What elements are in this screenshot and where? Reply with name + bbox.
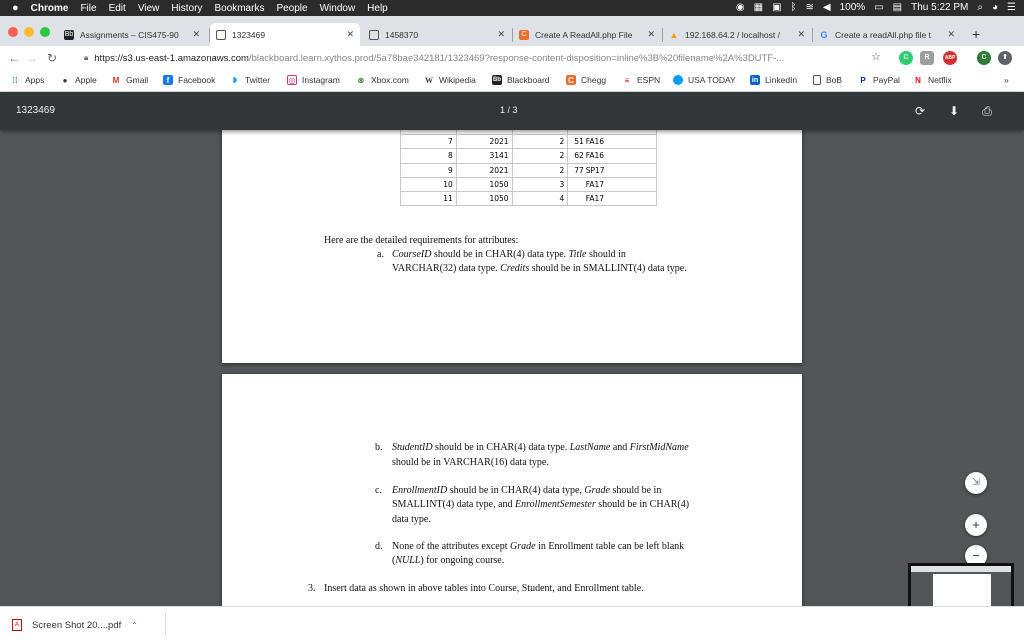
bookmark-label: Facebook — [178, 75, 216, 85]
menu-view[interactable]: View — [137, 2, 160, 14]
bookmark-label: Apple — [75, 75, 97, 85]
table-cell: 2 — [512, 149, 568, 163]
menu-clock[interactable]: Thu 5:22 PM — [911, 2, 969, 13]
bookmark-xbox[interactable] — [356, 75, 409, 85]
table-cell: FA17 — [586, 177, 657, 191]
table-cell: 3 — [512, 177, 568, 191]
tab-strip — [0, 16, 1024, 46]
apple-menu-icon[interactable]: ● — [12, 2, 19, 14]
chegg-icon: C — [566, 75, 576, 85]
bookmark-linkedin[interactable] — [750, 75, 797, 85]
close-tab-icon[interactable]: ✕ — [497, 29, 505, 39]
table-cell — [568, 177, 586, 191]
bookmark-label: Chegg — [581, 75, 607, 85]
tab-localhost[interactable] — [663, 23, 811, 46]
table-row — [401, 149, 657, 163]
battery-percent[interactable]: 100% — [839, 2, 866, 13]
new-tab-icon[interactable]: + — [972, 26, 981, 42]
bookmark-wikipedia[interactable] — [424, 75, 476, 85]
zoom-out-icon[interactable]: − — [965, 545, 987, 567]
bookmark-espn[interactable] — [622, 75, 660, 85]
menu-app-name[interactable]: Chrome — [30, 2, 69, 14]
table-cell: 2 — [512, 135, 568, 149]
instagram-icon: ◎ — [288, 75, 296, 85]
wikipedia-icon: W — [425, 75, 433, 85]
shelf-divider — [165, 613, 166, 635]
status-screen-icon[interactable]: ▣ — [772, 2, 782, 13]
chevron-up-icon[interactable]: ⌃ — [131, 620, 138, 630]
browser-toolbar — [0, 46, 1024, 70]
table-cell: FA17 — [586, 191, 657, 205]
bookmarks-overflow[interactable]: » — [1004, 75, 1009, 85]
paypal-icon: P — [860, 75, 866, 85]
table-cell: 4 — [512, 191, 568, 205]
table-row — [401, 177, 657, 191]
close-tab-icon[interactable]: ✕ — [797, 29, 805, 39]
rotate-icon[interactable]: ⟳ — [914, 104, 926, 118]
notification-center-icon[interactable]: ☰ — [1007, 2, 1016, 13]
url-host: https://s3.us-east-1.amazonaws.com — [94, 52, 249, 64]
status-grid-icon[interactable]: ▦ — [753, 2, 764, 13]
tab-label: Create A ReadAll.php File — [535, 29, 633, 40]
req-d-line1: None of the attributes except Grade in Enrollment table can be left blank — [392, 541, 685, 552]
tab-create-readall[interactable] — [513, 23, 661, 46]
menu-edit[interactable]: Edit — [108, 2, 126, 14]
bookmark-label: Blackboard — [507, 75, 550, 85]
req-c-line3: data type. — [392, 514, 431, 525]
req-b-marker: b. — [375, 442, 383, 453]
bookmark-apps[interactable] — [10, 75, 44, 85]
tab-assignments[interactable] — [58, 23, 206, 46]
pdf-toolbar — [0, 92, 1024, 130]
bookmark-label: LinkedIn — [765, 75, 798, 85]
bookmark-facebook[interactable] — [163, 75, 215, 85]
bookmark-label: ESPN — [637, 75, 661, 85]
bookmark-bob[interactable] — [813, 75, 842, 85]
table-cell: 11 — [401, 191, 457, 205]
print-icon[interactable]: ⎙ — [982, 104, 992, 118]
table-row — [401, 191, 657, 205]
item-3-text: Insert data as shown in above tables into Course, Student, and Enrollment table. — [324, 583, 644, 594]
table-cell: 7 — [401, 135, 457, 149]
download-item[interactable] — [12, 617, 162, 633]
download-icon[interactable]: ⬇ — [948, 104, 960, 118]
table-cell: 77 — [568, 163, 586, 177]
facebook-icon: f — [163, 75, 173, 85]
adblock-plus-icon[interactable]: ABP — [943, 51, 957, 65]
close-tab-icon[interactable]: ✕ — [192, 29, 200, 39]
pdf-file-icon: A — [12, 619, 22, 631]
close-tab-icon[interactable]: ✕ — [947, 29, 955, 39]
menu-file[interactable]: File — [80, 2, 97, 14]
pdf-file-title: 1323469 — [16, 105, 55, 116]
google-icon: G — [820, 29, 828, 40]
req-b-line1: StudentID should be in CHAR(4) data type. LastName and FirstMidName — [392, 442, 689, 453]
siri-icon[interactable]: ◕ — [991, 2, 999, 13]
enrollment-table — [400, 120, 657, 206]
back-icon[interactable]: ← — [8, 51, 20, 65]
bookmark-usatoday[interactable] — [673, 75, 736, 85]
req-c-line1: EnrollmentID should be in CHAR(4) data type, Grade should be in — [392, 485, 662, 496]
bookmark-paypal[interactable] — [858, 75, 900, 85]
blackboard-icon: Bb — [493, 77, 501, 83]
zoom-window-icon[interactable] — [40, 27, 50, 37]
bookmark-apple[interactable] — [60, 75, 97, 85]
table-cell: 1050 — [456, 191, 512, 205]
pdf-page-1 — [222, 120, 802, 363]
table-cell: 62 — [568, 149, 586, 163]
bookmark-instagram[interactable] — [287, 75, 340, 85]
req-a-marker: a. — [377, 249, 384, 260]
menu-history[interactable]: History — [171, 2, 203, 14]
table-cell: 9 — [401, 163, 457, 177]
tab-1458370[interactable] — [363, 23, 511, 46]
req-c-line2: SMALLINT(4) data type, and EnrollmentSemester should be in CHAR(4) — [392, 499, 690, 510]
url-path: /blackboard.learn.xythos.prod/5a78bae342181/1323469?response-content-disposition=inline%3B%20filename%2A%3DUTF-... — [248, 52, 785, 64]
extension-c-icon[interactable]: C — [899, 51, 913, 65]
item-3-marker: 3. — [308, 583, 316, 594]
zoom-in-icon[interactable]: + — [965, 514, 987, 536]
tab-1323469[interactable] — [210, 23, 360, 46]
req-a-line2: VARCHAR(32) data type. Credits should be in SMALLINT(4) data type. — [392, 263, 687, 274]
tab-google-search[interactable] — [813, 23, 961, 46]
bookmark-label: PayPal — [873, 75, 900, 85]
lock-icon: 🔒︎ — [84, 53, 89, 62]
document-icon — [813, 75, 821, 85]
bookmark-gmail[interactable] — [111, 75, 148, 85]
macos-menu-bar — [0, 0, 1024, 16]
table-cell: 2 — [512, 163, 568, 177]
table-cell: 1050 — [456, 177, 512, 191]
apps-grid-icon: ⁞⁞ — [12, 75, 18, 85]
twitter-icon: ❥ — [231, 75, 239, 85]
menu-bookmarks[interactable]: Bookmarks — [214, 2, 265, 14]
menu-help[interactable]: Help — [367, 2, 388, 14]
apple-icon: ● — [62, 75, 68, 85]
forward-icon[interactable]: → — [26, 51, 38, 65]
table-cell: 2021 — [456, 135, 512, 149]
download-shelf — [0, 606, 1024, 640]
bookmark-label: Netflix — [928, 75, 952, 85]
tab-label: 1458370 — [385, 29, 419, 40]
table-row — [401, 163, 657, 177]
extension-r-icon[interactable]: R — [920, 51, 934, 65]
page-indicator[interactable]: 1 / 3 — [500, 105, 518, 115]
close-window-icon[interactable] — [8, 27, 18, 37]
battery-icon[interactable]: ▭ — [874, 2, 884, 13]
table-cell: FA16 — [586, 149, 657, 163]
tab-label: 192.168.64.2 / localhost / — [685, 29, 780, 40]
table-row — [401, 135, 657, 149]
usatoday-icon — [673, 75, 683, 85]
pdf-viewer[interactable] — [0, 130, 1024, 606]
tab-label: Create a readAll.php file t — [835, 29, 931, 40]
bookmark-label: BoB — [826, 75, 843, 85]
bookmark-label: Xbox.com — [371, 75, 409, 85]
close-tab-icon[interactable]: ✕ — [647, 29, 655, 39]
req-d-marker: d. — [375, 541, 383, 552]
input-flag-icon[interactable]: ▤ — [892, 2, 903, 13]
table-cell: FA16 — [586, 135, 657, 149]
req-b-line2: should be in VARCHAR(16) data type. — [392, 457, 549, 468]
bookmark-label: Wikipedia — [439, 75, 476, 85]
bookmark-label: Apps — [25, 75, 45, 85]
bookmark-label: Instagram — [302, 75, 340, 85]
netflix-icon: N — [915, 75, 921, 85]
table-cell: 51 — [568, 135, 586, 149]
bookmark-netflix[interactable] — [913, 75, 952, 85]
bookmarks-bar — [0, 70, 1024, 92]
xbox-icon: ⊗ — [357, 75, 365, 85]
wifi-icon[interactable]: ≋ — [805, 2, 814, 13]
xampp-icon: ▲ — [669, 29, 679, 40]
table-cell — [568, 191, 586, 205]
close-tab-icon[interactable]: ✕ — [346, 29, 354, 39]
table-cell: 8 — [401, 149, 457, 163]
chegg-icon: C — [519, 30, 529, 40]
address-bar[interactable] — [84, 49, 884, 67]
menu-people[interactable]: People — [276, 2, 308, 14]
requirements-intro: Here are the detailed requirements for attributes: — [324, 235, 519, 246]
bookmark-star-icon[interactable]: ☆ — [871, 51, 881, 63]
bookmark-twitter[interactable] — [230, 75, 270, 85]
volume-icon[interactable]: ◀ — [822, 2, 831, 13]
req-d-line2: (NULL) for ongoing course. — [392, 555, 505, 566]
bookmark-blackboard[interactable] — [492, 75, 550, 85]
minimize-window-icon[interactable] — [24, 27, 34, 37]
spotlight-icon[interactable]: ⌕ — [977, 2, 983, 13]
blackboard-icon: Bb — [64, 31, 74, 38]
linkedin-icon: in — [751, 76, 759, 84]
status-app-icon[interactable]: ◉ — [735, 2, 745, 13]
bookmark-label: Twitter — [245, 75, 271, 85]
table-cell: 3141 — [456, 149, 512, 163]
espn-icon: ≡ — [624, 75, 630, 85]
pdf-page-2 — [222, 374, 802, 624]
profile-avatar-icon[interactable]: C — [977, 51, 991, 65]
req-c-marker: c. — [375, 485, 382, 496]
gmail-icon: M — [112, 75, 120, 85]
download-filename: Screen Shot 20....pdf — [32, 619, 122, 631]
chrome-update-icon[interactable]: ⬆ — [998, 51, 1012, 65]
menu-window[interactable]: Window — [319, 2, 356, 14]
req-a-line1: CourseID should be in CHAR(4) data type. Title should in — [392, 249, 626, 260]
document-icon — [369, 30, 379, 40]
bookmark-label: Gmail — [126, 75, 149, 85]
table-cell: 10 — [401, 177, 457, 191]
reload-icon[interactable]: ↻ — [46, 51, 58, 65]
bluetooth-icon[interactable]: ᛒ — [790, 2, 797, 13]
table-cell: SP17 — [586, 163, 657, 177]
tab-label: Assignments – CIS475-90 — [80, 29, 179, 40]
document-icon — [216, 30, 226, 40]
tab-label: 1323469 — [232, 29, 266, 40]
bookmark-label: USA TODAY — [688, 75, 736, 85]
bookmark-chegg[interactable] — [566, 75, 606, 85]
table-cell: 2021 — [456, 163, 512, 177]
fit-to-page-icon[interactable]: ⇲ — [965, 472, 987, 494]
